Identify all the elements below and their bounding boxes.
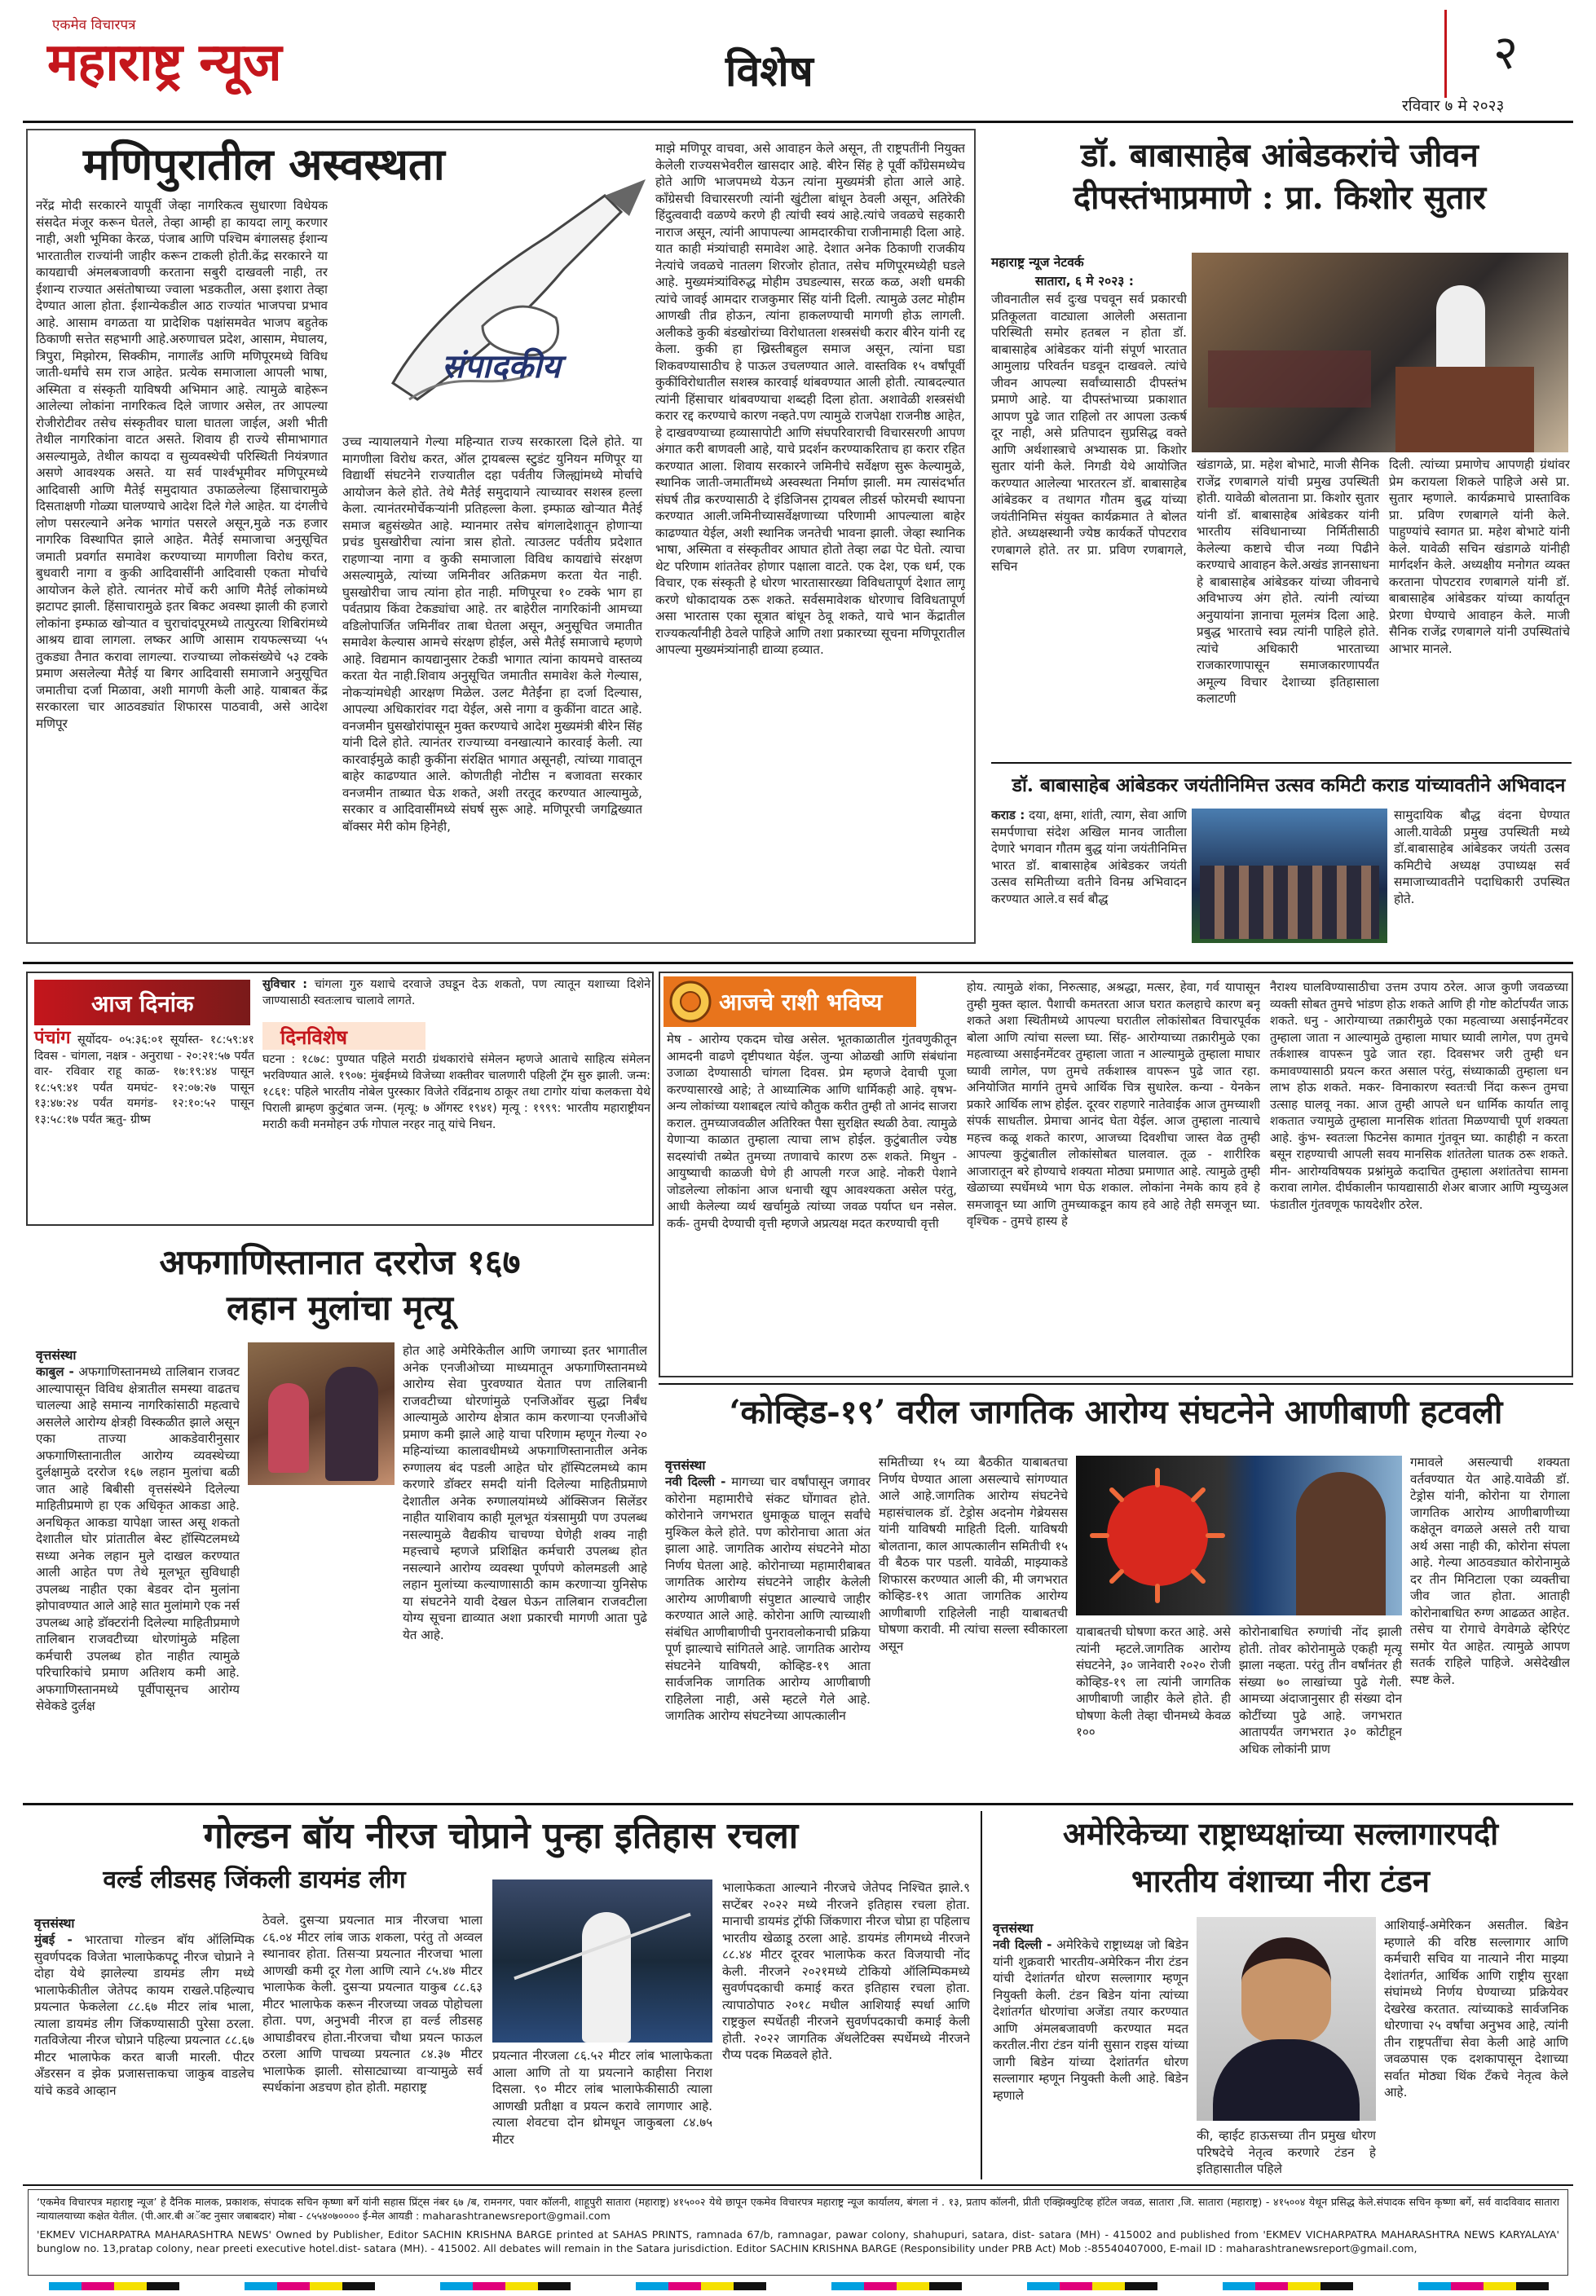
rashi-col2: होय. त्यामुळे शंका, निरुत्साह, अश्रद्धा, मत्सर, हेवा, गर्व यापासून तुम्ही मुक्त व्हाल. पैशाची कमतरता आज घरात कलहाचे कारण बनू शकते अशा स्थितीमध्ये आपल्या घरातील लोकांसोबत विचारपूर्वक बोला आणि त्यांचा सल्ला घ्या. सिंह- आरोग्याच्या तक्रारीमुळे एका महत्वाच्या असाईनमेंटवर तुम्हाला जाता न आल्यामुळे तुम्हाला माघार घ्यावी लागेल, पण तुमचे तर्कशास्त्र वापरून पुढे जात रहा. अनियोजित मार्गाने तुमचे आर्थिक चित्र सुधारेल. कन्या - येनकेन प्रकारे आर्थिक लाभ होईल. दूरवर राहणारे नातेवाईक आज तुमच्याशी संपर्क साधतील. प्रेमाचा आनंद घेता येईल. आज तुम्हाला नात्याचे महत्त्व कळू शकते कारण, आजच्या दिवशीचा जास्त वेळ तुम्ही आपल्या कुटुंबातील लोकांसोबत घालवाल. तूळ - शारीरिक आजारातून बरे होण्याचे शक्यता मोठ्या प्रमाणात आहे. त्यामुळे तुम्ही खेळाच्या स्पर्धेमध्ये भाग घेऊ शकाल. लोकांना नेमके काय हवे हे समजावून घ्या आणि तुमच्याकडून काय हवे आहे तेही समजून घ्या. वृश्चिक - तुमचे हास्य हे (967, 981, 1260, 1228)
section-title: विशेष (725, 46, 813, 96)
rashi-col1: मेष - आरोग्य एकदम चोख असेल. भूतकाळातील गुंतवणुकीतून आमदनी वाढणे दृष्टीपथात येईल. जुन्या ओळखी आणि संबंधांना उजाळा देण्यासाठी चांगला दिवस. प्रेम म्हणजे देवाची पूजा करण्यासारखे आहे; ते आध्यात्मिक आणि धार्मिकही आहे. वृषभ- अन्य लोकांच्या यशाबद्दल त्यांचे कौतुक करीत तुम्ही तो आनंद साजरा कराल. तुमच्याजवळील अतिरिक्त पैसा सुरक्षित स्थळी ठेवा. त्यामुळे येणाऱ्या काळात तुम्हाला त्याचा लाभ होईल. कुटुंबातील ज्येष्ठ सदस्यांची तब्येत तुमच्या तणावाचे कारण ठरू शकते. मिथुन - आयुष्याची काळजी घेणे ही आपली गरज आहे. नोकरी पेशाने जोडलेल्या लोकांना आज धनाची खूप आवश्यकता असेल परंतु, आधी केलेल्या व्यर्थ खर्चामुळे त्यांच्या जवळ पर्याप्त धन नसेल. कर्क- तुमची देण्याची वृत्ती म्हणजे अप्रत्यक्ष मदत करण्याची वृत्ती (667, 1033, 957, 1231)
ambedkar-article (986, 130, 1573, 766)
child-figure (268, 1383, 309, 1473)
editorial-col2: उच्च न्यायालयाने गेल्या महिन्यात राज्य सरकारला दिले होते. या मागणीला विरोध करत, ऑल ट्रायबल्स स्टुडंट युनियन मणिपूर या विद्यार्थी संघटनेने राज्यातील दहा पर्वतीय जिल्ह्यांमध्ये मोर्चाचे आयोजन केले होते. तेथे मैतेई समुदायाने त्याच्यावर सशस्त्र हल्ला केला. त्यानंतरमोर्चेकऱ्यांनी प्रतिहल्ला केला. इम्फाळ खोऱ्यात मैतेई समाज बहुसंख्येत आहे. म्यानमार तसेच बांगलादेशातून होणाऱ्या प्रचंड घुसखोरीचा त्यांना त्रास होतो. त्याउलट पर्वतीय प्रदेशात राहणाऱ्या नागा व कुकी समाजाला विविध कायद्यांचे संरक्षण असल्यामुळे, त्यांच्या जमिनीवर अतिक्रमण करता येत नाही. घुसखोरीचा जाच त्यांना होत नाही. मणिपूरचा १० टक्के भाग हा पर्वतप्राय किंवा टेकड्यांचा आहे. तर बाहेरील नागरिकांनी आमच्या वडिलोपार्जित जमिनींवर ताबा घेतला असून, अनुसूचित जमातीत समावेश केल्यास आमचे संरक्षण होईल, असे मैतेई समाजाचे म्हणणे आहे. विद्यमान कायद्यानुसार टेकडी भागात त्यांना कायमचे वास्तव्य करता येत नाही.शिवाय अनुसूचित जमातीत समावेश केले गेल्यास, नोकऱ्यांमधेही आरक्षण मिळेल. उलट मैतेईंना हा दर्जा दिल्यास, आपल्या अधिकारांवर गदा येईल, असे नागा व कुकींना वाटत आहे. वनजमीन घुसखोरांपासून मुक्त करण्याचे आदेश मुख्यमंत्री बीरेन सिंह यांनी दिले होते. त्यानंतर राज्याच्या वनखात्याने कारवाई केली. त्या कारवाईमुळे काही कुकींना संरक्षित भागात असूनही, त्यांच्या गावातून बाहेर काढण्यात आले. कोणतीही नोटीस न बजावता सरकार वनजमीन ताब्यात घेऊ शकते, अशी तरतूद करण्यात आल्यामुळे, सरकार व आदिवासींमध्ये संघर्ष सुरू आहे. मणिपूरची जगद्विख्यात बॉक्सर मेरी कोम हिनेही, (342, 434, 642, 834)
ambedkar-title-line2: दीपस्तंभाप्रमाणे : प्रा. किशोर सुतार (1073, 178, 1487, 217)
speaker-portrait (1296, 1472, 1386, 1615)
panchang-text: सूर्योदय- ०५:३६:०१ सूर्यास्त- १८:५९:४१ दिवस - चांगला, नक्षत्र - अनुराधा - २०:२१:५७ पर्यंत वार- रविवार राहू काळ- १७:१९:४४ पासून १८:५९:४१ पर्यंत यमघंट- १२:०७:२७ पासून १३:४७:२४ पर्यंत यमगंड- १२:१०:५२ पासून १३:५८:१७ पर्यंत ऋतु- ग्रीष्म (34, 1033, 254, 1126)
neeraj-title: गोल्डन बॉय नीरज चोप्राने पुन्हा इतिहास रचला (203, 1815, 799, 1857)
neeraj-agency: वृत्तसंस्था (34, 1916, 75, 1931)
neera-photo (1197, 1917, 1376, 2121)
portrait-head (1241, 1937, 1331, 2043)
neeraj-dateline: मुंबई - (34, 1932, 73, 1947)
neera-dateline: नवी दिल्ली - (993, 1937, 1052, 1952)
covid-dateline: नवी दिल्ली - (665, 1474, 726, 1489)
aaj-suvichar (262, 976, 650, 1017)
footer-rule (23, 2184, 1573, 2186)
neeraj-col2: ठेवले. दुसऱ्या प्रयत्नात मात्र नीरजचा भाला ८६.०४ मीटर लांब जाऊ शकला, परंतु तो अव्वल स्थानावर होता. तिसऱ्या प्रयत्नात नीरजचा भाला आणखी कमी दूर गेला आणि त्याने ८५.४७ मीटर भालाफेक केली. दुसऱ्या प्रयत्नात याकुब ८८.६३ मीटर भालाफेक करून नीरजच्या जवळ पोहोचला होता. पण, अनुभवी नीरज हा वर्ल्ड लीडसह आघाडीवरच होता.नीरजचा चौथा प्रयत्न फाऊल ठरला आणि पाचव्या प्रयत्नात ८४.३७ मीटर भालाफेक झाली. सोसाट्याच्या वाऱ्यामुळे सर्व स्पर्धकांना अडचण होत होती. महाराष्ट्र (262, 1913, 483, 2095)
jayanti-dateline: कराड : (991, 808, 1025, 822)
rashi-box (659, 972, 1573, 1377)
footer-imprint-english: 'EKMEV VICHARPATRA MAHARASHTRA NEWS' Owned by Publisher, Editor SACHIN KRISHNA BARGE printed at SAHAS PRINTS, ramnada 67/b, ramnagar, pawar colony, shahupuri, satara, dist- satara (MH) - 415002 and published from 'EKMEV VICHARPATRA MAHARASHTRA NEWS KARYALAYA' bunglow no. 13,pratap colony, near preeti executive hotel.dist- satara (MH). - 415002. All debates will remain in the Satara jurisdiction. Editor SACHIN KRISHNA BARGE (Responsibility under PRB Act) Mob :-85540407000, E-mail ID : maharashtranewsreport@gmail.com, (37, 2228, 1559, 2254)
neeraj-col1 (34, 1932, 254, 2178)
jayanti-photo (1192, 809, 1387, 943)
afghan-title-line1: अफगाणिस्तानात दररोज १६७ (159, 1242, 521, 1282)
editorial-col3: माझे मणिपूर वाचवा, असे आवाहन केले असून, ती राष्ट्रपतींनी नियुक्त केलेली राज्यसभेवरील खासदार आहे. बीरेन सिंह हे पूर्वी काँग्रेसमध्येच होते आणि भाजपमध्ये येऊन त्यांना मुख्यमंत्री होता आले आहे. काँग्रेसची विचारसरणी त्यांनी खुंटीला बांधून ठेवली असून, अतिरेकी हिंदुत्ववादी वळण्ये करणे ही त्यांची स्वयं आहे.त्यांचे जवळचे सहकारी नाराज असून, त्यांनी आपापल्या आमदारकीचा राजीनामाही दिला आहे. यात काही मंत्र्यांचाही समावेश आहे. देशात अनेक ठिकाणी राजकीय नेत्यांचे जवळचे नातलग शिरजोर होतात, तसेच मणिपूरमध्येही घडले आहे. मुख्यमंत्र्यांविरुद्ध मोहीम उघडल्यास, सरळ कळ, अशी धमकी त्यांचे जावई आमदार राजकुमार सिंह यांनी दिली. त्यामुळे उलट मोहीम आणखी तीव्र होऊन, त्यांना हाकलण्याची मागणी होऊ लागली. अलीकडे कुकी बंडखोरांच्या विरोधातला शस्त्रसंधी करार बीरेन यांनी रद्द केला. कुकी हा ख्रिस्तीबहुल समाज असून, त्यांना घडा शिकवण्यासाठीच हे पाऊल उचलण्यात आले. वास्तविक १५ वर्षांपूर्वी कुकींविरोधातील सशस्त्र कारवाई थांबवण्यात आली होती. त्याबदल्यात त्यांनी हिंसाचार थांबवण्याचा शब्दही दिला होता. अशावेळी शस्त्रसंधी करार रद्द करण्याचे कारण नव्हते.पण त्यामुळे राजपेक्षा राजनीष्ठ आहेत, हे दाखवण्याच्या हव्यासापोटी आणि संघपरिवाराची विचारसरणी आपण अंगात करी बाणवली आहे, याचे प्रदर्शन करण्याकरिताच हा करार रहित करण्यात आला. शिवाय सरकारने जमिनीचे सर्वेक्षण सुरू केल्यामुळे, स्थानिक जाती-जमातींमध्ये अस्वस्थता निर्माण झाली. मम त्यासंदर्भात संघर्ष तीव्र करण्यासाठी दे इंडिजिनस ट्रायबल लीडर्स फोरमची स्थापना करण्यात आली.जमिनीच्यासर्वेक्षणाच्या परिणामी आपल्याला बाहेर काढण्यात येईल, अशी स्थानिक जनतेची भावना झाली. जेव्हा स्थानिक भाषा, अस्मिता व संस्कृतीवर आघात होतो तेव्हा लढा पेट घेतो. त्याचा थेट परिणाम शांततेवर होणार पक्षाला वाटते. एक देश, एक धर्म, एक विचार, एक संस्कृती हे धोरण भारतासारख्या विविधतापूर्ण देशात लागू करणे धोकादायक ठरू शकते. सर्वसमावेशक धोरणाच विविधतापूर्ण असा भारतास एका सूत्रात बांधून ठेवू शकते, याचे भान केंद्रातील राज्यकर्त्यांनीही ठेवले पाहिजे आणि तशा प्रकारच्या सूचना मणिपूरातील आपल्या मुख्यमंत्र्यांनाही द्याव्या हव्यात. (655, 141, 965, 657)
editorial-badge: संपादकीय (442, 347, 561, 386)
afghan-photo (248, 1342, 395, 1485)
neeraj-subtitle: वर्ल्ड लीडसह जिंकली डायमंड लीग (103, 1866, 406, 1894)
panchang-label: पंचांग (34, 1027, 71, 1048)
group-photo-people (1200, 866, 1379, 939)
covid-photo (1076, 1456, 1402, 1615)
covid-col4: कोरोनाबाधित रुग्णांची नोंद झाली होती. तोवर कोरोनामुळे एकही मृत्यू झाला नव्हता. परंतु तीन वर्षांनंतर ही संख्या ७० लाखांच्या पुढे गेली. आमच्या अंदाजानुसार ही संख्या दोन कोटींच्या पुढे आहे. जगभरात आतापर्यंत जगभरात ३० कोटीहून अधिक लोकांनी प्राण (1239, 1624, 1402, 1756)
ambedkar-dateline: सातारा, ६ मे २०२३ : (1035, 274, 1134, 289)
masthead-divider (1444, 10, 1447, 98)
rashi-title: आजचे राशी भविष्य (719, 989, 883, 1016)
neeraj-col4: भालाफेकता आल्याने नीरजचे जेतेपद निश्चित झाले.९ सप्टेंबर २०२२ मध्ये नीरजने इतिहास रचला होता. मानाची डायमंड ट्रॉफी जिंकणारा नीरज चोप्रा हा पहिलाच भारतीय खेळाडू ठरला आहे. डायमंड लीगमध्ये नीरजने ८८.४४ मीटर दूरवर भालाफेक करत विजयाची नोंद केली. नीरजने २०२१मध्ये टोकियो ऑलिम्पिकमध्ये सुवर्णपदकाची कमाई करत इतिहास रचला होता. त्यापाठोपाठ २०१८ मधील आशियाई स्पर्धा आणि राष्ट्रकुल स्पर्धेतही नीरजने सुवर्णपदकाची कमाई केली होती. २०२२ जागतिक ॲथलेटिक्स स्पर्धेमध्ये नीरजने रौप्य पदक मिळवले होते. (722, 1880, 970, 2062)
afghan-title-line2: लहान मुलांचा मृत्यू (227, 1288, 453, 1328)
covid-text1: मागच्या चार वर्षांपासून जगावर कोरोना महामारीचे संकट घोंगावत होते. कोरोनाने जगभरात धुमाकूळ घालून सर्वांचे मुश्किल केले होते. पण कोरोनाचा आता अंत झाला आहे. जागतिक आरोग्य संघटनेने मोठा निर्णय घेतला आहे. कोरोनाच्या महामारीबाबत जागतिक आरोग्य संघटनेने जाहीर केलेली आरोग्य आणीबाणी संपुष्टात आल्याचे जाहीर करण्यात आले आहे. कोरोना आणि त्याच्याशी संबंधित आणीबाणीची पुनरावलोकनाची प्रक्रिया पूर्ण झाल्याचे सांगितले आहे. जागतिक आरोग्य संघटनेने याविषयी, कोव्हिड-१९ आता सार्वजनिक जागतिक आरोग्य आणीबाणी राहिलेला नाही, असे म्हटले गेले आहे. जागतिक आरोग्य संघटनेच्या आपत्कालीन (665, 1474, 871, 1723)
rashi-title-banner (664, 976, 916, 1027)
afghan-article (26, 1235, 654, 1822)
covid-col3: याबाबतची घोषणा करत आहे. असे त्यांनी म्हटले.जागतिक आरोग्य संघटनेने, ३० जानेवारी २०२० रोजी कोव्हिड-१९ ला त्यांनी जागतिक आणीबाणी जाहीर केले होते. ही घोषणा केली तेव्हा चीनमध्ये केवळ १०० (1076, 1624, 1231, 1739)
dinvishesh-banner (262, 1022, 425, 1050)
editorial-illustration (360, 179, 670, 424)
covid-rule (659, 1383, 1573, 1385)
aaj-panchang (34, 1027, 254, 1222)
afghan-agency: वृत्तसंस्था (36, 1348, 77, 1363)
color-registration-marks (49, 2282, 1549, 2290)
neera-text1: अमेरिकेचे राष्ट्राध्यक्ष जो बिडेन यांनी शुक्रवारी भारतीय-अमेरिकन नीरा टंडन यांची देशांतर्गत धोरण सल्लागार म्हणून नियुक्ती केली. टंडन बिडेन यांना त्यांच्या देशांतर्गत धोरणांचा अजेंडा तयार करण्यात आणि अंमलबजावणी करण्यात मदत करतील.नीरा टंडन यांनी सुसान राइस यांच्या जागी बिडेन यांच्या देशांतर्गत धोरण सल्लागार म्हणून नियुक्ती केली आहे. बिडेन म्हणाले (993, 1937, 1188, 2103)
neeraj-text1: भारताचा गोल्डन बॉय ऑलिम्पिक सुवर्णपदक विजेता भालाफेकपटू नीरज चोप्राने ने दोहा येथे झालेल्या डायमंड लीग मध्ये भालाफेकीतील जेतेपद कायम राखले.पहिल्याच प्रयत्नात फेकलेला ८८.६७ मीटर लांब भाला, त्याला डायमंड लीग जिंकण्यासाठी पुरेसा ठरला. गतविजेत्या नीरज चोप्राने पहिल्या प्रयत्नात ८८.६७ मीटर भालाफेक करत बाजी मारली. पीटर अँडरसन व झेक प्रजासत्ताकचा जाकुब वाडलेच यांचे कडवे आव्हान (34, 1932, 254, 2098)
ambedkar-col2: खंडागळे, प्रा. महेश बोभाटे, माजी सैनिक राजेंद्र रणबागले यांची प्रमुख उपस्थिती होती. यावेळी बोलताना प्रा. किशोर सुतार यांनी डॉ. बाबासाहेब आंबेडकर यांनी भारतीय संविधानाच्या निर्मितीसाठी केलेल्या कष्टाचे चीज नव्या पिढीने करण्याचे आवाहन केले.अखंड ज्ञानसाधना हे बाबासाहेब आंबेडकर यांच्या जीवनाचे अविभाज्य अंग होते. त्यांनी त्यांच्या अनुयायांना ज्ञानाचा मूलमंत्र दिला आहे. प्रबुद्ध भारताचे स्वप्न त्यांनी पाहिले होते. त्यांचे अधिकारी भारताच्या राजकारणापासून समाजकारणापर्यंत अमूल्य विचार देशाच्या इतिहासाला कलाटणी (1197, 457, 1379, 706)
neeraj-col3: प्रयत्नात नीरजला ८६.५२ मीटर लांब भालाफेकता आला आणि तो या प्रयत्नाने काहीसा निराश दिसला. ९० मीटर लांब भालाफेकीसाठी त्याला आणखी प्रतीक्षा व प्रयत्न करावे लागणार आहे. त्याला शेवटचा दोन थ्रोमधून जाकुबला ८४.७५ मीटर (492, 2048, 712, 2147)
aaj-title: आज दिनांक (91, 990, 194, 1017)
neera-col1 (993, 1937, 1188, 2178)
ambedkar-col1: जीवनातील सर्व दुःख पचवून सर्व प्रकारची प्रतिकूलता वाट्याला आलेली असताना परिस्थिती समोर हतबल न होता डॉ. बाबासाहेब आंबेडकर यांनी संपूर्ण भारतात आमुलाग्र परिवर्तन घडवून दाखवले. त्यांचे जीवन आपल्या सर्वांच्यासाठी दीपस्तंभ प्रमाणे आहे. या दीपस्तंभाच्या प्रकाशात आपण पुढे जात राहिलो तर आपला उत्कर्ष दूर नाही, असे प्रतिपादन सुप्रसिद्ध वक्ते आणि अर्थशास्त्राचे अभ्यासक प्रा. किशोर सुतार यांनी केले. निगडी येथे आयोजित करण्यात आलेल्या भारतरत्न डॉ. बाबासाहेब आंबेडकर व तथागत गौतम बुद्ध यांच्या जयंतीनिमित्त संयुक्त कार्यक्रमात ते बोलत होते. अध्यक्षस्थानी ज्येष्ठ कार्यकर्ते पोपटराव रणबागले होते. तर प्रा. प्रविण रणबागले, सचिन (991, 292, 1187, 574)
afghan-col2: होत आहे अमेरिकेतील आणि जगाच्या इतर भागातील अनेक एनजीओच्या माध्यमातून अफगाणिस्तानमध्ये आरोग्य सेवा पुरवण्यात येतात पण तालिबानी राजवटीच्या धोरणांमुळे एनजिओंवर सुद्धा निर्बंध आल्यामुळे आरोग्य क्षेत्रात काम करणाऱ्या एनजीओंचे प्रमाण कमी झाले आहे याचा परिणाम म्हणून गेल्या २० महिन्यांच्या कालावधीमध्ये अफगाणिस्तानातील अनेक रुग्णालय बंद पडली आहेत घोर हॉस्पिटलमध्ये काम करणारे डॉक्टर समदी यांनी दिलेल्या माहितीप्रमाणे देशातील अनेक रुग्णालयांमध्ये ऑक्सिजन सिलेंडर नाहीत याशिवाय काही मूलभूत यंत्रसामुग्री पण उपलब्ध नसल्यामुळे वैद्यकीय चाचण्या घेणेही शक्य नाही महत्त्वाचे म्हणजे प्रशिक्षित कर्मचारी उपलब्ध होत नसल्याने आरोग्य व्यवस्था पूर्णपणे कोलमडली आहे लहान मुलांच्या कल्याणासाठी काम करणाऱ्या युनिसेफ या संघटनेने यावी देखल घेऊन तालिबान राजवटीला योग्य सूचना द्याव्यात अशा प्रकारची मागणी आता पुढे येत आहे. (403, 1343, 647, 1642)
ambedkar-title-line1: डॉ. बाबासाहेब आंबेडकरांचे जीवन (1081, 136, 1479, 174)
jayanti-text1: दया, क्षमा, शांती, त्याग, सेवा आणि समर्पणाचा संदेश अखिल मानव जातीला देणारे भगवान गौतम बुद्ध यांना जयंतीनिमित्त भारत डॉ. बाबासाहेब आंबेडकर जयंती उत्सव समितीच्या वतीने विनम्र अभिवादन करण्यात आले.व सर्व बौद्ध (991, 808, 1187, 906)
covid-col5: गमावले असल्याची शक्यता वर्तवण्यात येत आहे.यावेळी डॉ. टेड्रोस यांनी, कोरोना या रोगाला जागतिक आरोग्य आणीबाणीच्या कक्षेतून वगळले असले तरी याचा अर्थ असा नाही की, कोरोना संपला आहे. गेल्या आठवड्यात कोरोनामुळे दर तीन मिनिटाला एका व्यक्तीचा जीव जात होता. आताही कोरोनाबाधित रुग्ण आढळत आहेत. तसेच या रोगाचे वेगवेगळे व्हेरिएंट समोर येत आहेत. त्यामुळे आपण सतर्क राहिले पाहिजे. असेदेखील स्पष्ट केले. (1410, 1455, 1570, 1687)
masthead (0, 0, 1596, 122)
neeraj-article (26, 1808, 976, 2183)
afghan-col1 (36, 1364, 240, 1820)
afghan-dateline: काबुल - (36, 1364, 74, 1379)
page-number: २ (1493, 24, 1519, 80)
audience-row (1208, 350, 1371, 408)
masthead-rule (23, 121, 1573, 123)
dinvishesh-text: घटना : १८७८: पुण्यात पहिले मराठी ग्रंथकारांचे संमेलन म्हणजे आताचे साहित्य संमेलन भरविण्यात आले. १९०७: मुंबईमध्ये विजेच्या शक्तीवर चालणारी पहिली ट्रॅम सुरु झाली. जन्म: १८६१: पहिले भारतीय नोबेल पुरस्कार विजेते रविंद्रनाथ ठाकूर तथा टागोर यांचा कलकत्ता येथे पिराली ब्राम्हण कुटुंबात जन्म. (मृत्यू: ७ ऑगस्ट १९४१) मृत्यू : १९९९: भारतीय महाराष्ट्रीयन मराठी कवी मनमोहन उर्फ गोपाल नरहर नातू यांचे निधन. (262, 1053, 650, 1131)
footer-imprint-marathi: ‘एकमेव विचारपत्र महाराष्ट्र न्यूज’ हे दैनिक मालक, प्रकाशक, संपादक सचिन कृष्णा बर्गे यांनी सहास प्रिंट्स नंबर ६७ /ब, रामनगर, पवार कॉलनी, शाहूपुरी सातारा (महाराष्ट्र) ४१५००२ येथे छापून एकमेव विचारपत्र महाराष्ट्र न्यूज कार्यालय, बंगला नं . १३, प्रताप कॉलनी, प्रीती एक्झिक्युटिव्ह हॉटेल जवळ, सातारा ,जि. सातारा (महाराष्ट्र) - ४१५००४ येथून प्रसिद्ध केले.संपादक सचिन कृष्णा बर्गे, सर्व वादविवाद सातारा न्यायालयाच्या कक्षेत येतील. (पी.आर.बी अॅक्ट नुसार जबाबदार) मोबा - ८५५४०७०००० ई-मेल आयडी : maharashtranewsreport@gmail.com (37, 2196, 1559, 2222)
neera-col3: आशियाई-अमेरिकन असतील. बिडेन म्हणाले की वरिष्ठ सल्लागार आणि कर्मचारी सचिव या नात्याने नीरा माझ्या देशांतर्गत, आर्थिक आणि राष्ट्रीय सुरक्षा संघांमध्ये निर्णय घेण्याच्या प्रक्रियेवर देखरेख करतात. त्यांच्याकडे सार्वजनिक धोरणाचा २५ वर्षांचा अनुभव आहे, त्यांनी तीन राष्ट्रपतींचा सेवा केली आहे आणि जवळपास एक दशकापासून देशाच्या सर्वात मोठ्या थिंक टँकचे नेतृत्व केले आहे. (1384, 1918, 1568, 2100)
covid-agency: वृत्तसंस्था (665, 1458, 706, 1473)
covid-title: ‘कोव्हिड-१९’ वरील जागतिक आरोग्य संघटनेने आणीबाणी हटवली (729, 1393, 1503, 1431)
masthead-tagline: एकमेव विचारपत्र (52, 17, 136, 33)
neera-agency: वृत्तसंस्था (993, 1921, 1034, 1936)
neera-article (988, 1808, 1573, 2183)
covid-col2: समितीच्या १५ व्या बैठकीत याबाबतचा निर्णय घेण्यात आला असल्याचे सांगण्यात आले आहे.जागतिक आरोग्य संघटनेचे महासंचालक डॉ. टेड्रोस अदनोम गेब्रेयसस यांनी याविषयी माहिती दिली. याविषयी बोलताना, काल आपत्कालीन समितीची १५ वी बैठक पार पडली. यावेळी, माझ्याकडे शिफारस करण्यात आली की, मी जगभरात कोव्हिड-१९ आता जागतिक आरोग्य आणीबाणी राहिलेली नाही याबाबतची घोषणा करावी. मी त्यांचा सल्ला स्वीकारला असून (879, 1455, 1068, 1654)
jayanti-rule (991, 762, 1572, 764)
editorial-col1: नरेंद्र मोदी सरकारने यापूर्वी जेव्हा नागरिकत्व सुधारणा विधेयक संसदेत मंजूर करून घेतले, तेव्हा आम्ही हा कायदा लागू करणार नाही, अशी भूमिका केरळ, पंजाब आणि पश्चिम बंगालसह ईशान्य भारतातील राज्यांनी जाहीर करून टाकली होती.केंद्र सरकारने या कायद्याची अंमलबजावणी करताना सबुरी दाखवली नाही, तर ईशान्य राज्यात असंतोषाच्या ज्वाला भडकतील, असा इशारा तेव्हा देण्यात आला होता. ईशान्येकडील आठ राज्यांत भाजपचा प्रभाव आहे. आसाम वगळता या प्रादेशिक पक्षांसमवेत भाजप बहुतेक ठिकाणी सत्तेत सहभागी आहे.अरुणाचल प्रदेश, आसाम, मेघालय, त्रिपुरा, मिझोरम, सिक्कीम, नागालँड आणि मणिपूरमध्ये विविध जाती-धर्मांचे सम राज आहेत. प्रत्येक समाजाला आपली भाषा, अस्मिता व संस्कृती याविषयी अभिमान आहे. त्यामुळे बाहेरून आलेल्या लोकांना नागरिकत्व दिले जाणार असेल, तर आपल्या रोजीरोटीवर तसेच संस्कृतीवर घाला घातला जाईल, अशी भीती तेथील नागरिकांना वाटत असते. शिवाय ही राज्ये सीमाभागात असल्यामुळे, तेथील कायदा व सुव्यवस्थेची परिस्थिती नियंत्रणात असणे आवश्यक असते. या सर्व पार्श्वभूमीवर मणिपूरमध्ये आदिवासी आणि मैतेई समुदायात उफाळलेल्या हिंसाचारामुळे दिसताक्षणी गोळ्या घालण्याचे आदेश दिले गेले आहेत. या दंगलीचे लोण पसरल्याने अनेक भागांत पसरले असून,मुळे नऊ हजार नागरिक विस्थापित झाले आहेत. मैतेई समाजाचा अनुसूचित जमाती प्रवर्गात समावेश करण्याच्या मागणीला विरोध करत, बुधवारी नागा व कुकी आदिवासींनी आदिवासी एकता मोर्चाचे आयोजन केले होते. त्यानंतर मोर्चे करी आणि मैतेई लोकांमध्ये झटापट झाली. हिंसाचारामुळे इतर बिकट अवस्था झाली की हजारो लोकांना इम्फाळ खोऱ्यात व चुराचांदपूरमध्ये तात्पुरत्या शिबिरांमध्ये आश्रय द्यावा लागला. लष्कर आणि आसाम रायफल्सच्या ५५ तुकड्या तैनात करावा लागल्या. राज्याच्या लोकसंख्येचे ५३ टक्के प्रमाण असलेल्या मैतेई या बिगर आदिवासी समाजाने अनुसूचित जमातीचा दर्जा मिळावा, अशी मागणी केली आहे. याबाबत केंद्र सरकारला चार आठवड्यांत शिफारस पाठवावी, असे आदेश मणिपूर (36, 198, 328, 731)
covid-col1 (665, 1474, 871, 1820)
dinvishesh-label: दिनविशेष (280, 1025, 348, 1049)
coronavirus-icon (1076, 1456, 1239, 1615)
ambedkar-col3: दिली. त्यांच्या प्रमाणेच आपणही ग्रंथांवर प्रेम करायला शिकले पाहिजे असे प्रा. सुतार म्हणाले. कार्यक्रमाचे प्रास्ताविक प्रा. प्रविण रणबागले यांनी केले. पाहुण्यांचे स्वागत प्रा. महेश बोभाटे यांनी केले. यावेळी सचिन खंडागळे यांनीही मार्गदर्शन केले. अध्यक्षीय मनोगत व्यक्त करताना पोपटराव रणबागले यांनी डॉ. बाबासाहेब आंबेडकर यांच्या कार्यातून प्रेरणा घेण्याचे आवाहन केले. माजी सैनिक राजेंद्र रणबागले यांनी उपस्थितांचे आभार मानले. (1389, 457, 1570, 656)
ambedkar-photo (1192, 253, 1568, 452)
podium (1395, 367, 1534, 452)
athlete-figure (582, 1912, 631, 2043)
editorial-article (26, 130, 972, 945)
footer-imprint (28, 2189, 1568, 2276)
neera-title-line1: अमेरिकेच्या राष्ट्राध्यक्षांच्या सल्लागारपदी (1062, 1815, 1499, 1852)
aaj-title-banner (34, 980, 250, 1025)
adult-figure (325, 1367, 378, 1481)
jayanti-col2: सामुदायिक बौद्ध वंदना घेण्यात आली.यावेळी प्रमुख उपस्थिती मध्ये डॉ.बाबासाहेब आंबेडकर जयंती उत्सव कमिटीचे अध्यक्ष उपाध्यक्ष सर्व समाजाच्यावतीने पदाधिकारी उपस्थित होते. (1394, 808, 1570, 906)
afghan-text1: अफगाणिस्तानमध्ये तालिबान राजवट आल्यापासून विविध क्षेत्रातील समस्या वाढतच चालल्या आहे समान्य नागरिकांसाठी महत्वाचे असलेले आरोग्य क्षेत्रही विस्कळीत झाले असून एका ताज्या आकडेवारीनुसार अफगाणिस्तानातील आरोग्य व्यवस्थेच्या दुर्लक्षामुळे दररोज १६७ लहान मुलांचा बळी जात आहे बिबीसी वृत्तसंस्थेने दिलेल्या माहितीप्रमाणे हा एक अधिकृत आकडा आहे. अनधिकृत आकडा यापेक्षा जास्त असू शकतो देशातील घोर प्रांतातील बेस्ट हॉस्पिटलमध्ये सध्या अनेक लहान मुले दाखल करण्यात आली आहेत पण तेथे मूलभूत सुविधाही उपलब्ध नाहीत एका बेडवर दोन मुलांना झोपावण्यात आले आहे सात मुलांमागे एक नर्स उपलब्ध आहे डॉक्टरांनी दिलेल्या माहितीप्रमाणे तालिबान राजवटीच्या धोरणांमुळे महिला कर्मचारी उपलब्ध होत नाहीत त्यामुळे परिचारिकांचे प्रमाण अतिशय कमी आहे. अफगाणिस्तानमध्ये पूर्वीपासूनच आरोग्य सेवेकडे दुर्लक्ष (36, 1364, 240, 1713)
section-rule-1 (23, 962, 1573, 964)
covid-article (659, 1387, 1573, 1823)
issue-date: रविवार ७ मे २०२३ (1402, 97, 1505, 115)
neera-col2: की, व्हाईट हाऊसच्या तीन प्रमुख धोरण परिषदेचे नेतृत्व करणारे टंडन हे इतिहासातील पहिले (1197, 2128, 1376, 2176)
jayanti-article (991, 766, 1572, 954)
suvichar-text: चांगला गुरु यशाचे दरवाजे उघडून देऊ शकतो, पण त्यातून यशाच्या दिशेने जाण्यासाठी स्वतःलाच चालावे लागते. (262, 978, 651, 1007)
pen-hand-icon (360, 179, 670, 424)
vertical-divider (981, 1811, 982, 2179)
portrait-shoulders (1213, 2039, 1360, 2121)
jayanti-title: डॉ. बाबासाहेब आंबेडकर जयंतीनिमित्त उत्सव कमिटी कराड यांच्यावतीने अभिवादन (1012, 774, 1566, 796)
rashi-col3: नैराश्य घालविण्यासाठीचा उत्तम उपाय ठरेल. आज कुणी जवळच्या व्यक्ती सोबत तुमचे भांडण होऊ शकते आणि ही गोष्ट कोर्टापर्यंत जाऊ शकते. धनु - आरोग्याच्या तक्रारीमुळे एका महत्वाच्या असाईनमेंटवर तुम्हाला जाता न आल्यामुळे तुम्हाला माघार घ्यावी लागेल, पण तुमचे तर्कशास्त्र वापरून पुढे जात रहा. दिवसभर जरी तुम्ही धन कमावण्यासाठी प्रयत्न करत असाल परंतु, संध्याकाळी तुम्हाला धन लाभ होऊ शकते. मकर- विनाकारण स्वतःची निंदा करून तुमचा उत्साह घालवू नका. आज तुम्ही आपले धन धार्मिक कार्यात लावू शकतात ज्यामुळे तुम्हाला मानसिक शांतता मिळण्याची पूर्ण शक्यता आहे. कुंभ- स्वतःला फिटनेस कामात गुंतवून घ्या. काहीही न करता बसून राहण्याची आपली सवय मानसिक शांततेला घातक ठरू शकते. मीन- आरोग्यविषयक प्रश्नांमुळे कदाचित तुम्हाला अशांततेचा सामना करावा लागेल. दीर्घकालीन फायद्यासाठी शेअर बाजार आणि म्युच्युअल फंडातील गुंतवणूक फायदेशीर ठरेल. (1270, 981, 1568, 1212)
masthead-title: महाराष्ट्र न्यूज (47, 32, 281, 93)
suvichar-label: सुविचार : (262, 978, 307, 991)
aaj-dinank-box (26, 972, 654, 1226)
jayanti-col1 (991, 807, 1187, 950)
neera-title-line2: भारतीय वंशाच्या नीरा टंडन (1131, 1862, 1430, 1899)
ambedkar-network: महाराष्ट्र न्यूज नेटवर्क (991, 255, 1084, 270)
neeraj-photo (492, 1880, 712, 2043)
editorial-title: मणिपुरातील अस्वस्थता (83, 138, 445, 190)
section-rule-2 (23, 1803, 1573, 1805)
zodiac-wheel-icon (668, 980, 712, 1024)
